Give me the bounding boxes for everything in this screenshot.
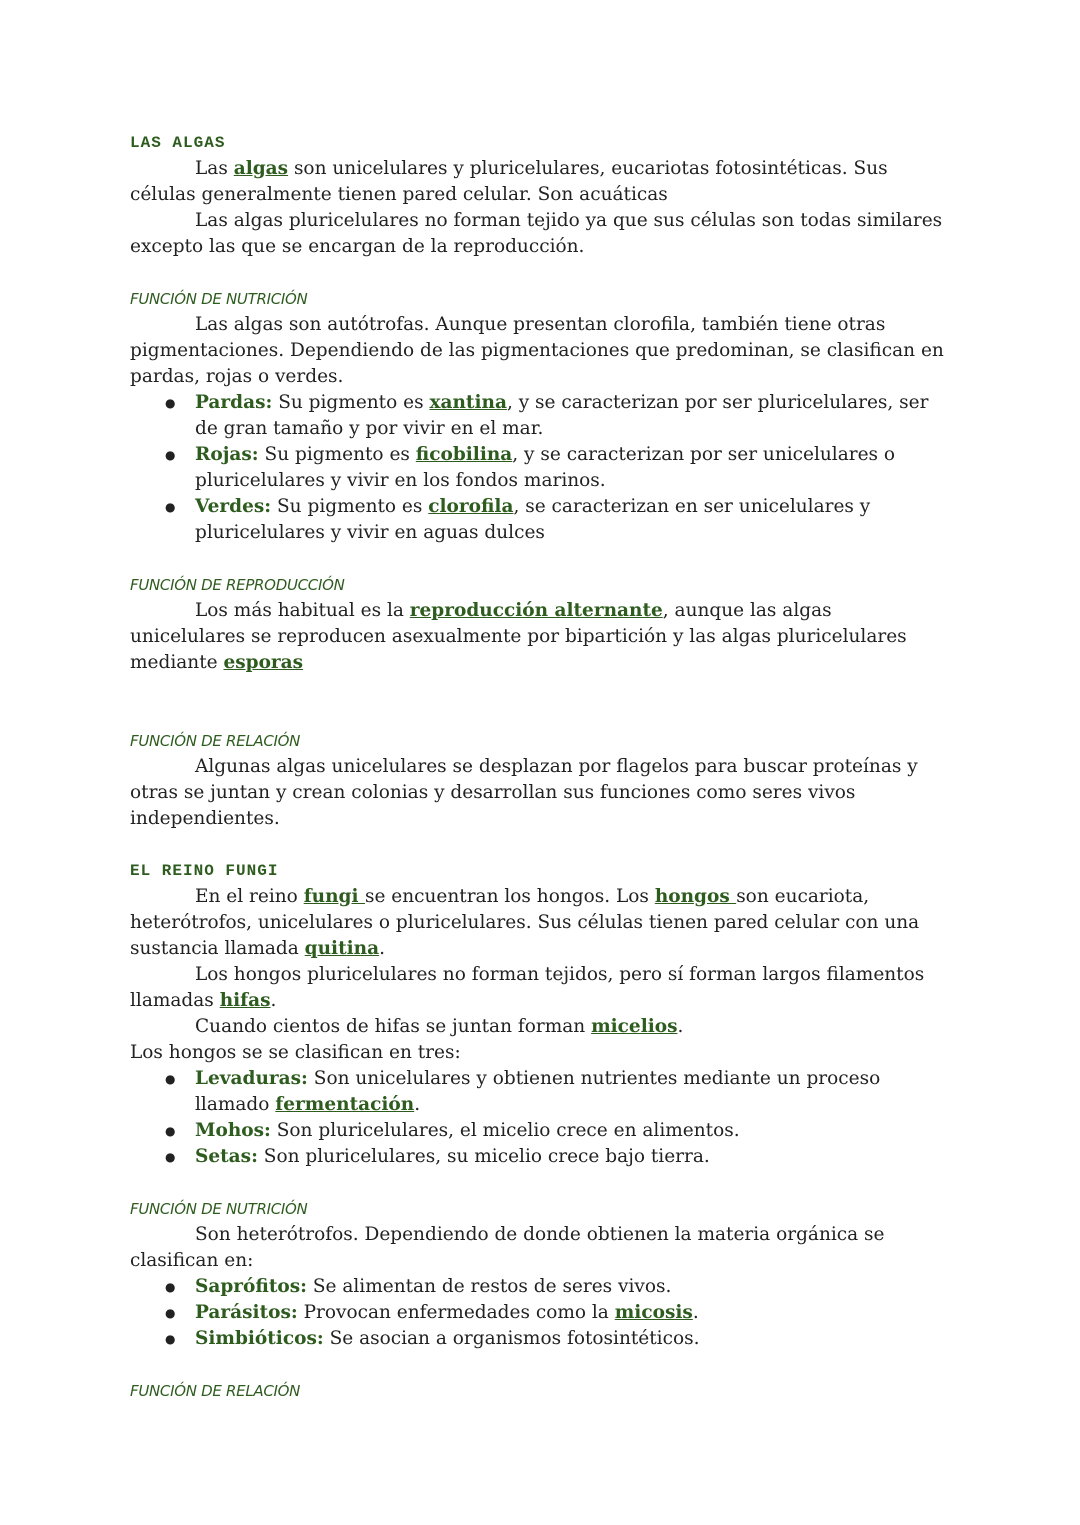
section-title-fungi: EL REINO FUNGI	[130, 862, 279, 880]
algas-pigment-list	[130, 390, 950, 546]
fungi-nutricion-list	[130, 1274, 950, 1352]
subtitle-fungi-nutricion: FUNCIÓN DE NUTRICIÓN	[130, 1200, 308, 1218]
text: son eucariota, heterótrofos, unicelulares o pluricelulares. Sus células tienen pared celular con una sustancia llamada	[130, 886, 920, 959]
algas-paragraph-2: Las algas pluricelulares no forman tejido ya que sus células son todas similares excepto las que se encargan de la reproducción.	[130, 210, 943, 257]
list-item	[195, 1274, 950, 1300]
keyword-esporas: esporas	[223, 652, 304, 673]
fungi-paragraph-3	[130, 1014, 950, 1040]
item-label: Rojas:	[195, 444, 259, 465]
list-item	[195, 494, 950, 546]
text: .	[270, 990, 277, 1011]
text: Cuando cientos de hifas se juntan forman	[195, 1016, 592, 1037]
item-label: Parásitos:	[195, 1302, 298, 1323]
item-label: Mohos:	[195, 1120, 271, 1141]
fungi-paragraph-4: Los hongos se se clasifican en tres:	[130, 1042, 461, 1063]
fungi-paragraph-2	[130, 962, 950, 1014]
text: Su pigmento es	[271, 496, 429, 517]
item-label: Simbióticos:	[195, 1328, 324, 1349]
text: Provocan enfermedades como la	[297, 1302, 615, 1323]
text: Son pluricelulares, su micelio crece bajo tierra.	[257, 1146, 710, 1167]
fungi-paragraph-1	[130, 884, 950, 962]
algas-nutricion-intro: Las algas son autótrofas. Aunque presentan clorofila, también tiene otras pigmentaciones. Dependiendo de las pigmentaciones que predominan, se clasifican en pardas, rojas o verdes.	[130, 314, 944, 387]
keyword-clorofila: clorofila	[428, 496, 514, 517]
list-item	[195, 1066, 950, 1118]
list-item	[195, 1326, 950, 1352]
text: , y se caracterizan por ser pluricelulares, ser de gran tamaño y por vivir en el mar.	[195, 392, 929, 439]
text: Son unicelulares y obtienen nutrientes mediante un proceso llamado	[195, 1068, 881, 1115]
item-label: Setas:	[195, 1146, 258, 1167]
item-label: Saprófitos:	[195, 1276, 307, 1297]
algas-reproduccion-text	[130, 598, 950, 676]
keyword-reproduccion-alternante: reproducción alternante	[409, 600, 663, 621]
keyword-fermentacion: fermentación	[275, 1094, 415, 1115]
item-label: Levaduras:	[195, 1068, 308, 1089]
subtitle-fungi-relacion: FUNCIÓN DE RELACIÓN	[130, 1382, 301, 1400]
text: Se alimentan de restos de seres vivos.	[306, 1276, 672, 1297]
text: Los más habitual es la	[195, 600, 410, 621]
keyword-fungi: fungi	[303, 886, 365, 907]
keyword-quitina: quitina	[304, 938, 380, 959]
list-item	[195, 1118, 950, 1144]
algas-paragraph-1	[130, 156, 950, 208]
section-title-algas: LAS ALGAS	[130, 134, 226, 152]
text: , y se caracterizan por ser unicelulares o pluricelulares y vivir en los fondos marinos.	[195, 444, 896, 491]
fungi-types-list	[130, 1066, 950, 1170]
subtitle-algas-relacion: FUNCIÓN DE RELACIÓN	[130, 732, 301, 750]
list-item	[195, 390, 950, 442]
keyword-hifas: hifas	[219, 990, 271, 1011]
list-item	[195, 442, 950, 494]
text: Son pluricelulares, el micelio crece en alimentos.	[270, 1120, 740, 1141]
keyword-micosis: micosis	[614, 1302, 693, 1323]
text: Se asocian a organismos fotosintéticos.	[323, 1328, 700, 1349]
text: son unicelulares y pluricelulares, eucariotas fotosintéticas. Sus células generalmente tienen pared celular. Son acuáticas	[130, 158, 888, 205]
text: .	[692, 1302, 699, 1323]
keyword-algas: algas	[233, 158, 289, 179]
keyword-xantina: xantina	[429, 392, 507, 413]
document-page	[130, 130, 950, 1404]
keyword-micelios: micelios	[591, 1016, 678, 1037]
item-label: Pardas:	[195, 392, 273, 413]
text: Las	[195, 158, 234, 179]
keyword-ficobilina: ficobilina	[415, 444, 513, 465]
text: .	[379, 938, 385, 959]
text: Los hongos pluricelulares no forman tejidos, pero sí forman largos filamentos llamadas	[130, 964, 925, 1011]
text: .	[677, 1016, 684, 1037]
list-item	[195, 1144, 950, 1170]
algas-relacion-text: Algunas algas unicelulares se desplazan por flagelos para buscar proteínas y otras se juntan y crean colonias y desarrollan sus funciones como seres vivos independientes.	[130, 756, 918, 829]
subtitle-algas-reproduccion: FUNCIÓN DE REPRODUCCIÓN	[130, 576, 345, 594]
text: , aunque las algas unicelulares se reproducen asexualmente por bipartición y las algas pluricelulares mediante	[130, 600, 907, 673]
keyword-hongos: hongos	[654, 886, 737, 907]
text: se encuentran los hongos. Los	[364, 886, 655, 907]
text: , se caracterizan en ser unicelulares y pluricelulares y vivir en aguas dulces	[195, 496, 871, 543]
item-label: Verdes:	[195, 496, 272, 517]
subtitle-algas-nutricion: FUNCIÓN DE NUTRICIÓN	[130, 290, 308, 308]
text: Su pigmento es	[272, 392, 430, 413]
list-item	[195, 1300, 950, 1326]
text: Su pigmento es	[258, 444, 416, 465]
text: .	[414, 1094, 421, 1115]
fungi-nutricion-intro: Son heterótrofos. Dependiendo de donde obtienen la materia orgánica se clasifican en:	[130, 1224, 885, 1271]
text: En el reino	[195, 886, 304, 907]
